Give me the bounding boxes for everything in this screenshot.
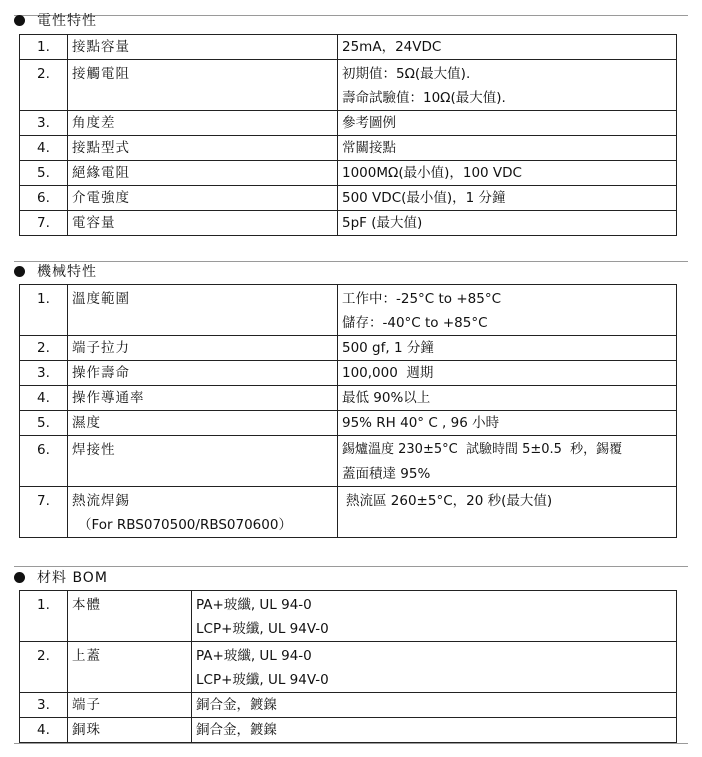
row-number: 5. <box>20 411 68 436</box>
bullet-icon <box>14 266 25 277</box>
item-value: 1000MΩ(最小值)，100 VDC <box>338 161 677 186</box>
item-name: 操作導通率 <box>68 386 338 411</box>
row-number: 4. <box>20 386 68 411</box>
item-name: 絕緣電阻 <box>68 161 338 186</box>
section-header-materials: 材料 BOM <box>14 569 108 587</box>
table-row <box>20 161 677 186</box>
row-number: 3. <box>20 693 68 718</box>
item-value: 最低 90%以上 <box>338 386 677 411</box>
table-row <box>20 111 677 136</box>
item-value: 銅合金，鍍鎳 <box>192 718 677 743</box>
item-name: 熱流焊錫 （For RBS070500/RBS070600） <box>68 487 338 538</box>
bullet-icon <box>14 15 25 26</box>
item-value: 常關接點 <box>338 136 677 161</box>
table-row <box>20 60 677 111</box>
row-number: 2. <box>20 642 68 693</box>
item-name: 接觸電阻 <box>68 60 338 111</box>
item-value: 參考圖例 <box>338 111 677 136</box>
item-value: 25mA，24VDC <box>338 35 677 60</box>
section-divider <box>14 566 688 567</box>
item-name: 上蓋 <box>68 642 192 693</box>
item-value: 500 VDC(最小值)，1 分鐘 <box>338 186 677 211</box>
section-divider <box>14 15 688 16</box>
table-row <box>20 718 677 743</box>
table-row <box>20 136 677 161</box>
item-name: 端子 <box>68 693 192 718</box>
table-row <box>20 693 677 718</box>
row-number: 6. <box>20 186 68 211</box>
item-value: 熱流區 260±5°C，20 秒(最大值) <box>338 487 677 538</box>
table-row <box>20 336 677 361</box>
item-name-sub: （For RBS070500/RBS070600） <box>78 517 292 533</box>
item-name: 介電強度 <box>68 186 338 211</box>
table-row <box>20 386 677 411</box>
table-row <box>20 487 677 538</box>
table-row <box>20 591 677 642</box>
row-number: 1. <box>20 591 68 642</box>
table-row <box>20 211 677 236</box>
section-header-mechanical: 機械特性 <box>14 263 97 281</box>
section-divider <box>14 743 688 744</box>
row-number: 7. <box>20 487 68 538</box>
item-name: 接點容量 <box>68 35 338 60</box>
item-name: 電容量 <box>68 211 338 236</box>
table-row <box>20 361 677 386</box>
item-name: 操作壽命 <box>68 361 338 386</box>
item-name: 角度差 <box>68 111 338 136</box>
item-value: 100,000 週期 <box>338 361 677 386</box>
item-value: 工作中：-25°C to +85°C 儲存：-40°C to +85°C <box>338 285 677 336</box>
item-name: 焊接性 <box>68 436 338 487</box>
item-name: 接點型式 <box>68 136 338 161</box>
table-row <box>20 35 677 60</box>
item-value: 500 gf, 1 分鐘 <box>338 336 677 361</box>
item-name: 銅珠 <box>68 718 192 743</box>
item-name: 本體 <box>68 591 192 642</box>
table-row <box>20 411 677 436</box>
materials-bom-table <box>19 590 677 743</box>
row-number: 2. <box>20 336 68 361</box>
item-value: 銅合金，鍍鎳 <box>192 693 677 718</box>
row-number: 1. <box>20 35 68 60</box>
row-number: 2. <box>20 60 68 111</box>
item-name: 濕度 <box>68 411 338 436</box>
item-value: 初期值：5Ω(最大值). 壽命試驗值：10Ω(最大值). <box>338 60 677 111</box>
row-number: 1. <box>20 285 68 336</box>
row-number: 4. <box>20 718 68 743</box>
row-number: 5. <box>20 161 68 186</box>
electrical-spec-table <box>19 34 677 236</box>
item-value: 5pF (最大值) <box>338 211 677 236</box>
table-row <box>20 642 677 693</box>
item-value: 錫爐溫度 230±5°C 試驗時間 5±0.5 秒，錫覆 蓋面積達 95% <box>338 436 677 487</box>
row-number: 3. <box>20 361 68 386</box>
item-value: PA+玻纖, UL 94-0 LCP+玻纖, UL 94V-0 <box>192 591 677 642</box>
item-value: PA+玻纖, UL 94-0 LCP+玻纖, UL 94V-0 <box>192 642 677 693</box>
row-number: 6. <box>20 436 68 487</box>
row-number: 4. <box>20 136 68 161</box>
table-row <box>20 186 677 211</box>
mechanical-spec-table <box>19 284 677 538</box>
item-name: 溫度範圍 <box>68 285 338 336</box>
item-value: 95% RH 40° C , 96 小時 <box>338 411 677 436</box>
bullet-icon <box>14 572 25 583</box>
section-divider <box>14 261 688 262</box>
table-row <box>20 285 677 336</box>
section-header-electrical: 電性特性 <box>14 12 97 30</box>
row-number: 7. <box>20 211 68 236</box>
item-name: 端子拉力 <box>68 336 338 361</box>
row-number: 3. <box>20 111 68 136</box>
table-row <box>20 436 677 487</box>
